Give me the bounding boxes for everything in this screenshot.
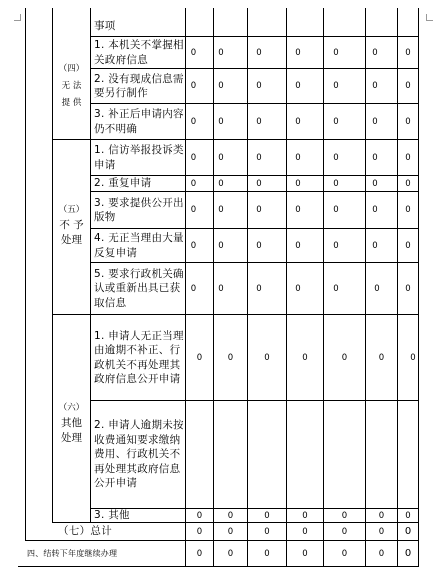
value-cell: 0 [190, 240, 197, 251]
section4-label-line: （四） [58, 63, 85, 74]
value-cell: 0 [405, 116, 411, 127]
value-cell: 0 [190, 81, 197, 91]
section5-row-label: 4. 无正当理由大量反复申请 [94, 232, 184, 259]
value-cell [214, 401, 247, 508]
value-cell: 0 [405, 152, 411, 163]
value-cell: 0 [404, 526, 412, 537]
value-cell: 0 [405, 81, 411, 91]
value-cell: 0 [256, 283, 262, 294]
value-cell: 0 [333, 283, 339, 294]
value-cell: 0 [302, 510, 308, 521]
value-cell: 0 [410, 352, 416, 363]
section6-row-label: 1. 申请人无正当理由逾期不补正、行政机关不再处理其政府信息公开申请 [94, 329, 184, 385]
value-cell: 0 [264, 526, 270, 537]
section5-label [53, 200, 90, 250]
value-cell: 0 [378, 548, 385, 559]
value-cell: 0 [256, 178, 262, 189]
value-cell: 0 [333, 178, 339, 189]
value-cell: 0 [341, 510, 348, 521]
value-cell: 0 [405, 510, 411, 521]
section5-label-line: （五） [58, 204, 85, 215]
value-cell: 0 [218, 47, 224, 58]
value-cell [287, 401, 323, 508]
carryover-row-label: 四、结转下年度继续办理 [27, 549, 118, 558]
value-cell: 0 [405, 178, 411, 189]
corner-mark-left [14, 14, 21, 21]
value-cell: 0 [295, 47, 301, 58]
value-cell: 0 [374, 283, 380, 294]
value-cell: 0 [256, 240, 262, 251]
value-cell: 0 [227, 352, 234, 363]
value-cell: 0 [333, 116, 339, 127]
value-cell: 0 [264, 548, 270, 559]
value-cell: 0 [405, 47, 411, 58]
section4-row-label: 3. 补正后申请内容仍不明确 [94, 108, 184, 135]
value-cell: 0 [264, 352, 270, 363]
value-cell: 0 [227, 510, 234, 521]
value-cell: 0 [190, 116, 197, 127]
value-cell: 0 [227, 526, 234, 537]
value-cell: 0 [333, 152, 339, 163]
total-row-label: （七）总计 [58, 525, 112, 538]
value-cell: 0 [341, 526, 348, 537]
value-cell: 0 [190, 152, 197, 163]
value-cell: 0 [405, 240, 411, 251]
section4-label-line: 提 供 [61, 97, 82, 108]
value-cell: 0 [256, 205, 262, 215]
value-cell [366, 401, 397, 508]
value-cell: 0 [190, 47, 197, 58]
value-cell: 0 [256, 47, 262, 58]
corner-mark-right [426, 14, 433, 21]
value-cell: 0 [196, 548, 203, 559]
table-border-left [25, 8, 26, 540]
value-cell: 0 [190, 178, 197, 189]
section6-label-line: 处理 [61, 431, 82, 444]
section5-row-label: 3. 要求提供公开出版物 [94, 196, 184, 223]
value-cell: 0 [378, 352, 385, 363]
section5-row-label: 2. 重复申请 [94, 177, 152, 190]
value-cell: 0 [404, 548, 412, 559]
value-cell: 0 [218, 81, 224, 91]
value-cell: 0 [372, 152, 378, 163]
value-cell: 0 [372, 47, 378, 58]
value-cell: 0 [372, 178, 378, 189]
header-item-label: 事项 [94, 19, 116, 32]
value-cell [324, 401, 365, 508]
value-cell: 0 [256, 116, 262, 127]
value-cell: 0 [256, 81, 262, 91]
value-cell: 0 [218, 116, 224, 127]
value-cell [248, 401, 286, 508]
section5-row-label: 1. 信访举报投诉类申请 [94, 144, 184, 171]
value-cell: 0 [333, 240, 339, 251]
value-cell: 0 [264, 510, 270, 521]
value-cell: 0 [302, 352, 308, 363]
section6-label-line: 其他 [61, 416, 82, 429]
value-cell: 0 [378, 510, 385, 521]
value-cell: 0 [196, 526, 203, 537]
value-cell: 0 [333, 205, 339, 215]
section6-row-label: 3. 其他 [94, 509, 130, 522]
section4-row-label: 2. 没有现成信息需要另行制作 [94, 72, 184, 99]
value-cell: 0 [341, 548, 348, 559]
value-cell: 0 [372, 205, 378, 215]
section6-label [53, 395, 90, 451]
value-cell: 0 [190, 205, 197, 215]
value-cell: 0 [295, 178, 301, 189]
value-cell: 0 [256, 152, 262, 163]
value-cell: 0 [405, 283, 411, 294]
section4-label [53, 58, 90, 114]
value-cell: 0 [333, 81, 339, 91]
value-cell: 0 [295, 283, 301, 294]
section4-row-label: 1. 本机关不掌握相关政府信息 [94, 39, 184, 66]
value-cell: 0 [295, 240, 301, 251]
value-cell: 0 [295, 116, 301, 127]
col-divider-label [90, 8, 91, 522]
section5-row-label: 5. 要求行政机关确认或重新出具已获取信息 [94, 267, 184, 309]
value-cell: 0 [196, 352, 203, 363]
value-cell: 0 [218, 178, 224, 189]
value-cell [398, 401, 418, 508]
value-cell: 0 [341, 352, 348, 363]
value-cell: 0 [218, 240, 224, 251]
value-cell: 0 [372, 240, 378, 251]
value-cell: 0 [295, 81, 301, 91]
section4-label-line: 无 法 [61, 80, 82, 91]
section5-label-line: 不 予 [59, 218, 84, 231]
value-cell: 0 [295, 152, 301, 163]
value-cell: 0 [378, 526, 385, 537]
value-cell: 0 [333, 47, 339, 58]
section5-label-line: 处理 [61, 233, 82, 246]
value-cell: 0 [218, 283, 224, 294]
table-border-right [418, 8, 419, 567]
value-cell: 0 [372, 116, 378, 127]
value-cell: 0 [196, 510, 203, 521]
value-cell: 0 [295, 205, 301, 215]
value-cell [186, 401, 213, 508]
value-cell: 0 [372, 81, 378, 91]
value-cell: 0 [218, 152, 224, 163]
value-cell: 0 [218, 205, 224, 215]
value-cell: 0 [405, 205, 411, 215]
section6-row-label: 2. 申请人逾期未按收费通知要求缴纳费用、行政机关不再处理其政府信息公开申请 [94, 419, 184, 490]
value-cell: 0 [302, 526, 308, 537]
value-cell: 0 [227, 548, 234, 559]
section6-label-line: （六） [58, 402, 85, 413]
value-cell: 0 [190, 283, 197, 294]
value-cell: 0 [302, 548, 308, 559]
